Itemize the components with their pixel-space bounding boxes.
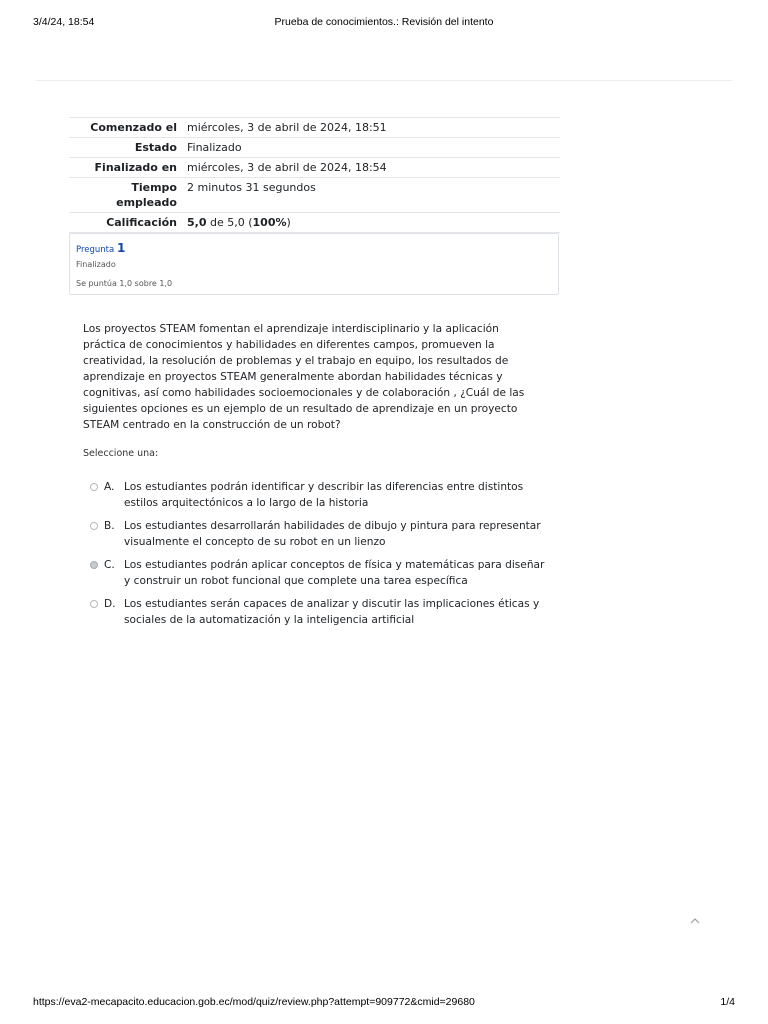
header-divider xyxy=(36,80,732,81)
attempt-summary-table xyxy=(69,117,560,233)
option-letter: D. xyxy=(104,598,116,610)
summary-value: miércoles, 3 de abril de 2024, 18:54 xyxy=(187,158,560,178)
grade-close: ) xyxy=(286,216,291,229)
answer-option-b[interactable] xyxy=(88,518,548,550)
print-date: 3/4/24, 18:54 xyxy=(33,16,95,28)
question-grade: Se puntúa 1,0 sobre 1,0 xyxy=(76,279,173,288)
radio-button[interactable] xyxy=(90,600,98,608)
print-title: Prueba de conocimientos.: Revisión del intento xyxy=(274,16,494,28)
summary-value: Finalizado xyxy=(187,138,560,158)
radio-button-selected[interactable] xyxy=(90,561,98,569)
grade-label: Calificación xyxy=(69,213,187,233)
summary-label: Finalizado en xyxy=(69,158,187,178)
question-state: Finalizado xyxy=(76,260,116,269)
radio-button[interactable] xyxy=(90,483,98,491)
grade-score: 5,0 xyxy=(187,216,207,229)
page-url: https://eva2-mecapacito.educacion.gob.ec/mod/quiz/review.php?attempt=909772&cmid=29680 xyxy=(33,996,475,1008)
option-text: Los estudiantes serán capaces de analizar y discutir las implicaciones éticas y sociales de la automatización y la inteligencia artificial xyxy=(124,598,540,626)
print-header xyxy=(33,16,735,30)
option-text: Los estudiantes podrán identificar y describir las diferencias entre distintos estilos arquitectónicos a lo largo de la historia xyxy=(124,481,524,509)
print-footer xyxy=(33,996,735,1010)
summary-label: Estado xyxy=(69,138,187,158)
question-number xyxy=(76,241,125,255)
summary-label: Tiempo empleado xyxy=(69,178,187,213)
summary-row xyxy=(69,178,560,213)
answer-option-c[interactable] xyxy=(88,557,548,589)
answer-options xyxy=(88,479,548,635)
grade-of: de 5,0 ( xyxy=(210,216,253,229)
question-number-value: 1 xyxy=(116,241,126,255)
summary-row xyxy=(69,158,560,178)
option-letter: A. xyxy=(104,481,115,493)
summary-value: miércoles, 3 de abril de 2024, 18:51 xyxy=(187,118,560,138)
answer-prompt: Seleccione una: xyxy=(83,448,159,459)
summary-row xyxy=(69,138,560,158)
summary-row xyxy=(69,118,560,138)
grade-value xyxy=(187,213,560,233)
option-text: Los estudiantes desarrollarán habilidades de dibujo y pintura para representar visualmente el concepto de su robot en un lienzo xyxy=(124,520,541,548)
summary-value: 2 minutos 31 segundos xyxy=(187,178,560,213)
answer-option-a[interactable] xyxy=(88,479,548,511)
option-text: Los estudiantes podrán aplicar conceptos de física y matemáticas para diseñar y construir un robot funcional que complete una tarea específica xyxy=(124,559,545,587)
summary-label: Comenzado el xyxy=(69,118,187,138)
summary-row-grade xyxy=(69,213,560,233)
question-text: Los proyectos STEAM fomentan el aprendizaje interdisciplinario y la aplicación práctica de conocimientos y habilidades en diferentes campos, promueven la creatividad, la resolución de problemas y el trabajo en equipo, los resultados de aprendizaje en proyectos STEAM generalmente abordan habilidades técnicas y cognitivas, así como habilidades socioemocionales y de colaboración , ¿Cuál de las siguientes opciones es un ejemplo de un resultado de aprendizaje en un proyecto STEAM centrado en la construcción de un robot? xyxy=(83,323,525,431)
question-info-box xyxy=(69,233,559,295)
chevron-up-icon[interactable] xyxy=(689,915,701,927)
answer-option-d[interactable] xyxy=(88,596,548,628)
option-letter: B. xyxy=(104,520,115,532)
option-letter: C. xyxy=(104,559,115,571)
question-prefix: Pregunta xyxy=(76,245,115,255)
page-number: 1/4 xyxy=(720,996,735,1008)
radio-button[interactable] xyxy=(90,522,98,530)
grade-percent: 100% xyxy=(252,216,287,229)
